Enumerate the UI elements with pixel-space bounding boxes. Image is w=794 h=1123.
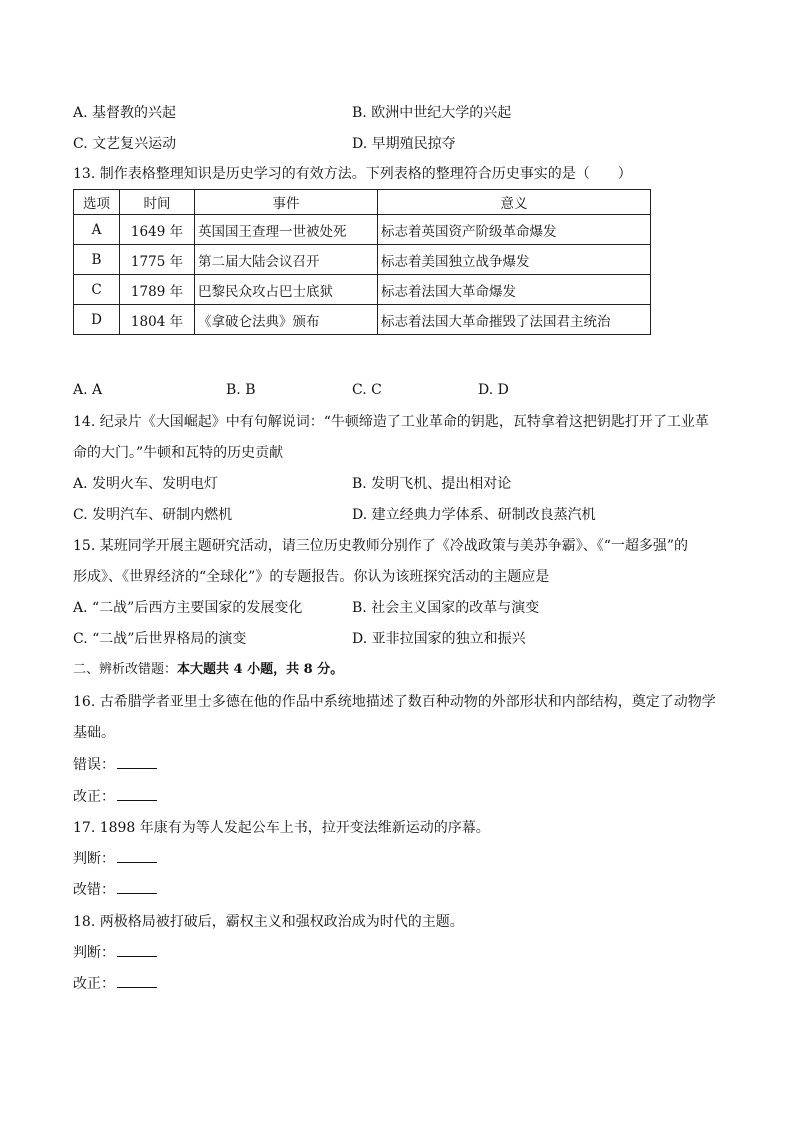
q18-answer-row1 [73,944,157,962]
answer-blank[interactable] [117,975,157,988]
table-cell: 1804 年 [120,305,195,335]
table-row [74,275,651,305]
table-cell: 标志着法国大革命摧毁了法国君主统治 [378,305,651,335]
table-cell: 英国国王查理一世被处死 [195,215,378,245]
q13-option-c: C. C [352,382,382,398]
q17-answer-row2 [73,881,157,899]
q16-label-correct: 改正： [73,789,115,805]
table-row [74,305,651,335]
q12-option-a: A. 基督教的兴起 [73,105,177,121]
q13-option-d: D. D [478,382,509,398]
table-header-row [74,190,651,215]
answer-blank[interactable] [117,944,157,957]
q18-answer-row2 [73,975,157,993]
table-cell: D [74,305,120,335]
q18-stem: 18. 两极格局被打破后，霸权主义和强权政治成为时代的主题。 [73,914,464,930]
section-heading [73,661,343,679]
section-note: 本大题共 4 小题，共 8 分。 [177,662,344,677]
table-cell: 1649 年 [120,215,195,245]
q12-option-c: C. 文艺复兴运动 [73,136,177,152]
table-cell: 标志着法国大革命爆发 [378,275,651,305]
q14-option-a: A. 发明火车、发明电灯 [73,476,219,492]
answer-blank[interactable] [117,788,157,801]
q17-label-judge: 判断： [73,851,115,867]
answer-blank[interactable] [117,850,157,863]
q14-option-c: C. 发明汽车、研制内燃机 [73,507,233,523]
q15-option-d: D. 亚非拉国家的独立和振兴 [352,631,526,647]
table-cell: 巴黎民众攻占巴士底狱 [195,275,378,305]
table-cell: 《拿破仑法典》颁布 [195,305,378,335]
q18-label-correct: 改正： [73,976,115,992]
table-cell: 标志着英国资产阶级革命爆发 [378,215,651,245]
section-title: 二、辨析改错题： [73,662,178,677]
table-cell: 1775 年 [120,245,195,275]
q15-option-b: B. 社会主义国家的改革与演变 [352,600,540,616]
q16-stem-line2: 基础。 [73,725,115,741]
q15-option-c: C. “二战”后世界格局的演变 [73,631,247,647]
q12-option-b: B. 欧洲中世纪大学的兴起 [352,105,512,121]
q16-answer-row1 [73,756,157,774]
q13-stem: 13. 制作表格整理知识是历史学习的有效方法。下列表格的整理符合历史事实的是（ ） [73,166,632,182]
table-header-cell: 选项 [74,190,120,215]
table-cell: 第二届大陆会议召开 [195,245,378,275]
q16-label-error: 错误： [73,757,115,773]
answer-blank[interactable] [117,881,157,894]
q13-table [73,189,651,335]
table-cell: C [74,275,120,305]
q12-option-d: D. 早期殖民掠夺 [352,136,456,152]
q17-stem: 17. 1898 年康有为等人发起公车上书，拉开变法维新运动的序幕。 [73,820,490,836]
q17-answer-row1 [73,850,157,868]
table-cell: 标志着美国独立战争爆发 [378,245,651,275]
q14-stem-line1: 14. 纪录片《大国崛起》中有句解说词：“牛顿缔造了工业革命的钥匙，瓦特拿着这把钥匙打开了工业革 [73,414,709,430]
table-header-cell: 事件 [195,190,378,215]
table-cell: B [74,245,120,275]
table-row [74,245,651,275]
q16-answer-row2 [73,788,157,806]
q13-option-b: B. B [226,382,256,398]
q16-stem-line1: 16. 古希腊学者亚里士多德在他的作品中系统地描述了数百种动物的外部形状和内部结构，奠定了动物学 [73,694,716,710]
q14-option-d: D. 建立经典力学体系、研制改良蒸汽机 [352,507,596,523]
q14-option-b: B. 发明飞机、提出相对论 [352,476,512,492]
table-header-cell: 意义 [378,190,651,215]
q17-label-fix: 改错： [73,882,115,898]
table-row [74,215,651,245]
answer-blank[interactable] [117,756,157,769]
q15-option-a: A. “二战”后西方主要国家的发展变化 [73,600,303,616]
q14-stem-line2: 命的大门。”牛顿和瓦特的历史贡献 [73,445,284,461]
q13-option-a: A. A [73,382,103,398]
q15-stem-line1: 15. 某班同学开展主题研究活动，请三位历史教师分别作了《冷战政策与美苏争霸》、《“一超多强”的 [73,538,689,554]
table-header-cell: 时间 [120,190,195,215]
table-cell: A [74,215,120,245]
q15-stem-line2: 形成》、《世界经济的“全球化”》的专题报告。你认为该班探究活动的主题应是 [73,569,550,585]
table-cell: 1789 年 [120,275,195,305]
q18-label-judge: 判断： [73,945,115,961]
